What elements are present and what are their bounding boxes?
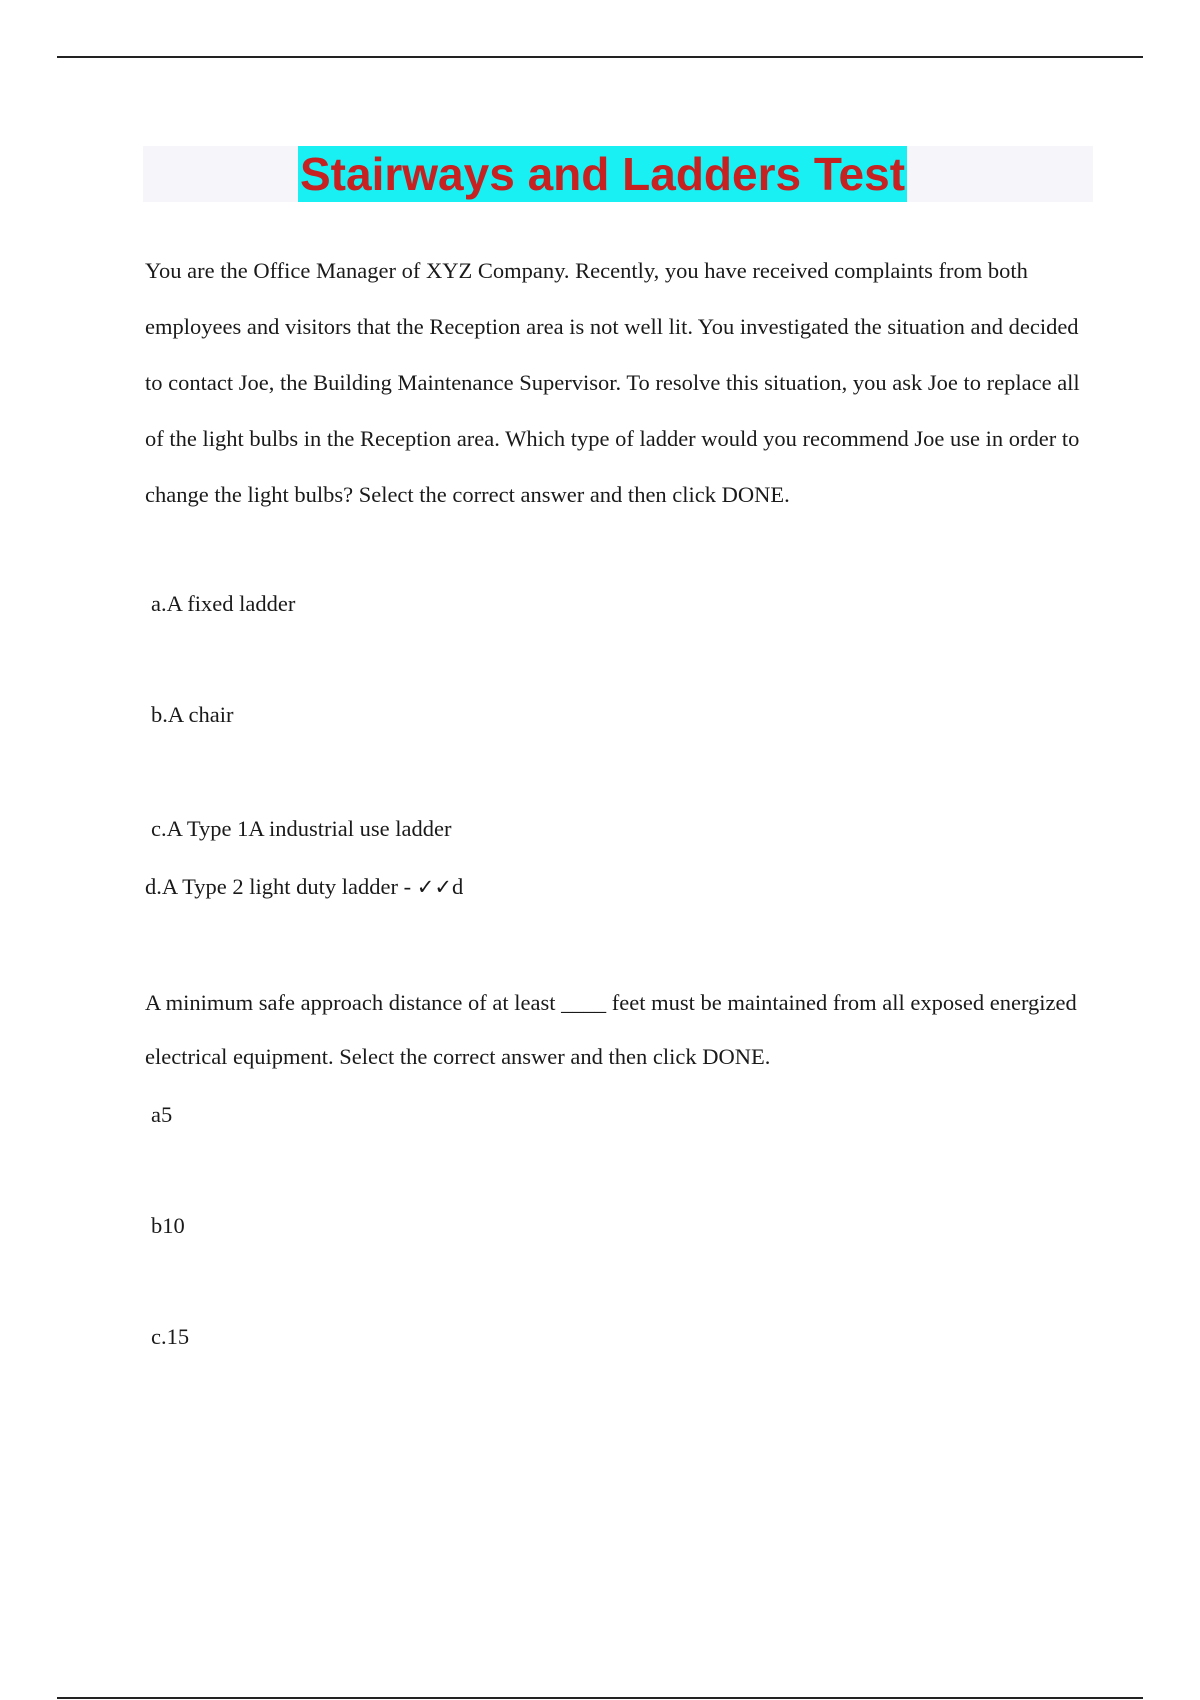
question-1-option-d-label: d.A Type 2 light duty ladder - xyxy=(145,874,417,899)
title-highlight xyxy=(298,146,907,202)
question-1-option-c: c.A Type 1A industrial use ladder xyxy=(151,816,452,841)
question-1-option-b: b.A chair xyxy=(151,702,234,727)
checkmark-icon: ✓✓ xyxy=(416,875,452,899)
question-2-text: A minimum safe approach distance of at least ____ feet must be maintained from all exposed energized electrical equipment. Select the correct answer and then click DONE. xyxy=(145,990,1077,1069)
question-2-option-b: b10 xyxy=(151,1213,185,1238)
question-1-option-d xyxy=(145,872,463,902)
question-2-option-a: a5 xyxy=(151,1102,173,1127)
document-title: Stairways and Ladders Test xyxy=(300,148,906,200)
top-rule xyxy=(57,56,1143,58)
question-1-text: You are the Office Manager of XYZ Company. Recently, you have received complaints from both employees and visitors that the Reception area is not well lit. You investigated the situation and decided to contact Joe, the Building Maintenance Supervisor. To resolve this situation, you ask Joe to replace all of the light bulbs in the Reception area. Which type of ladder would you recommend Joe use in order to change the light bulbs? Select the correct answer and then click DONE. xyxy=(145,258,1080,507)
question-1-option-a: a.A fixed ladder xyxy=(151,591,296,616)
question-1-answer-letter: d xyxy=(451,874,464,899)
bottom-rule xyxy=(57,1697,1143,1699)
question-2-option-c: c.15 xyxy=(151,1324,190,1349)
